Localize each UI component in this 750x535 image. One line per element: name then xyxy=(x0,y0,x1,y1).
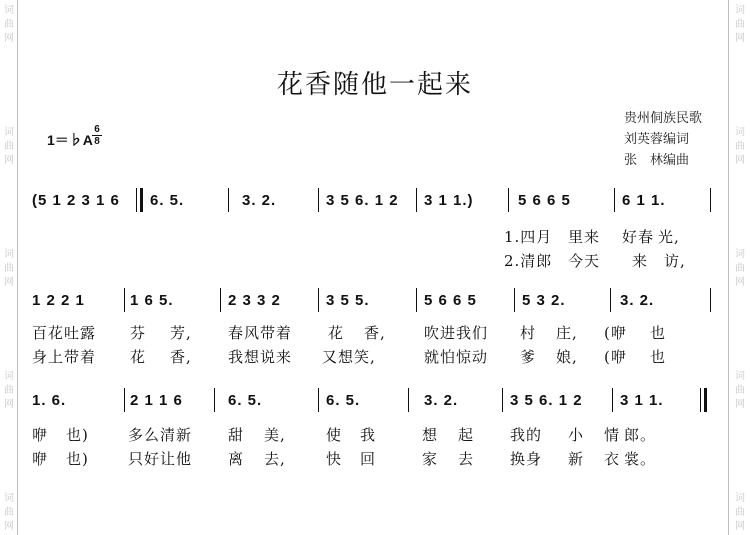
barline xyxy=(228,188,229,212)
end-barline xyxy=(700,388,701,412)
notes: 3. 2. xyxy=(242,192,277,209)
credit-arranger: 张 林编曲 xyxy=(624,153,690,168)
barline xyxy=(610,288,611,312)
barline xyxy=(416,288,417,312)
notes: 2 3 3 2 xyxy=(228,292,281,309)
credits xyxy=(624,108,702,171)
notation-line-2 xyxy=(32,286,722,316)
notes: 3 1 1.) xyxy=(424,192,474,209)
lyrics-line-2-verse-2: 身上带着 花 香, 我想说来 又想笑, 就怕惊动 爹 娘, (咿 也 xyxy=(32,348,667,366)
notes: 3. 2. xyxy=(424,392,459,409)
repeat-barline xyxy=(140,188,143,212)
notes: (5 1 2 3 1 6 xyxy=(32,192,120,209)
notes: 3 5 5. xyxy=(326,292,370,309)
barline xyxy=(416,188,417,212)
barline xyxy=(502,388,503,412)
lyrics-line-3-verse-2: 咿 也) 只好让他 离 去, 快 回 家 去 换身 新 衣 裳。 xyxy=(32,450,657,468)
end-barline-thick xyxy=(704,388,707,412)
barline xyxy=(612,388,613,412)
credit-lyricist: 刘英蓉编词 xyxy=(624,132,690,147)
notes: 6. 5. xyxy=(150,192,185,209)
barline xyxy=(124,288,125,312)
time-numerator: 6 xyxy=(94,124,100,135)
key-signature: 1＝♭A xyxy=(47,132,93,148)
lyrics-line-3-verse-1: 咿 也) 多么清新 甜 美, 使 我 想 起 我的 小 情 郎。 xyxy=(32,426,657,444)
barline xyxy=(318,188,319,212)
lyrics-line-1-verse-1: 1.四月 里来 好春 光, xyxy=(504,228,680,246)
notes: 1 2 2 1 xyxy=(32,292,85,309)
notes: 1 6 5. xyxy=(130,292,174,309)
notes: 3 5 6. 1 2 xyxy=(326,192,399,209)
notes: 6. 5. xyxy=(326,392,361,409)
notes: 5 6 6 5 xyxy=(424,292,477,309)
barline xyxy=(124,388,125,412)
time-denominator: 8 xyxy=(94,136,100,147)
watermark-left: 词 曲 网 词 曲 网 词 曲 网 词 曲 网 词 曲 网 xyxy=(4,5,14,532)
barline xyxy=(318,388,319,412)
song-title: 花香随他一起来 xyxy=(276,70,473,100)
notes: 3. 2. xyxy=(620,292,655,309)
barline xyxy=(136,188,137,212)
notes: 6 1 1. xyxy=(622,192,666,209)
barline xyxy=(508,188,509,212)
barline xyxy=(408,388,409,412)
notation-line-3 xyxy=(32,386,722,416)
notes: 6. 5. xyxy=(228,392,263,409)
barline xyxy=(214,388,215,412)
barline xyxy=(318,288,319,312)
lyrics-line-1-verse-2: 2.清郎 今天 来 访, xyxy=(504,252,686,270)
barline xyxy=(710,188,711,212)
time-signature xyxy=(92,124,102,147)
notes: 2 1 1 6 xyxy=(130,392,183,409)
credit-origin: 贵州侗族民歌 xyxy=(624,111,703,126)
barline xyxy=(220,288,221,312)
barline xyxy=(514,288,515,312)
notes: 3 1 1. xyxy=(620,392,664,409)
lyrics-line-2-verse-1: 百花吐露 芬 芳, 春风带着 花 香, 吹进我们 村 庄, (咿 也 xyxy=(32,324,667,342)
notation-line-1 xyxy=(32,186,722,216)
notes: 5 3 2. xyxy=(522,292,566,309)
barline xyxy=(614,188,615,212)
barline xyxy=(710,288,711,312)
watermark-right: 词 曲 网 词 曲 网 词 曲 网 词 曲 网 词 曲 网 xyxy=(735,5,745,532)
notes: 3 5 6. 1 2 xyxy=(510,392,583,409)
notes: 5 6 6 5 xyxy=(518,192,571,209)
notes: 1. 6. xyxy=(32,392,67,409)
